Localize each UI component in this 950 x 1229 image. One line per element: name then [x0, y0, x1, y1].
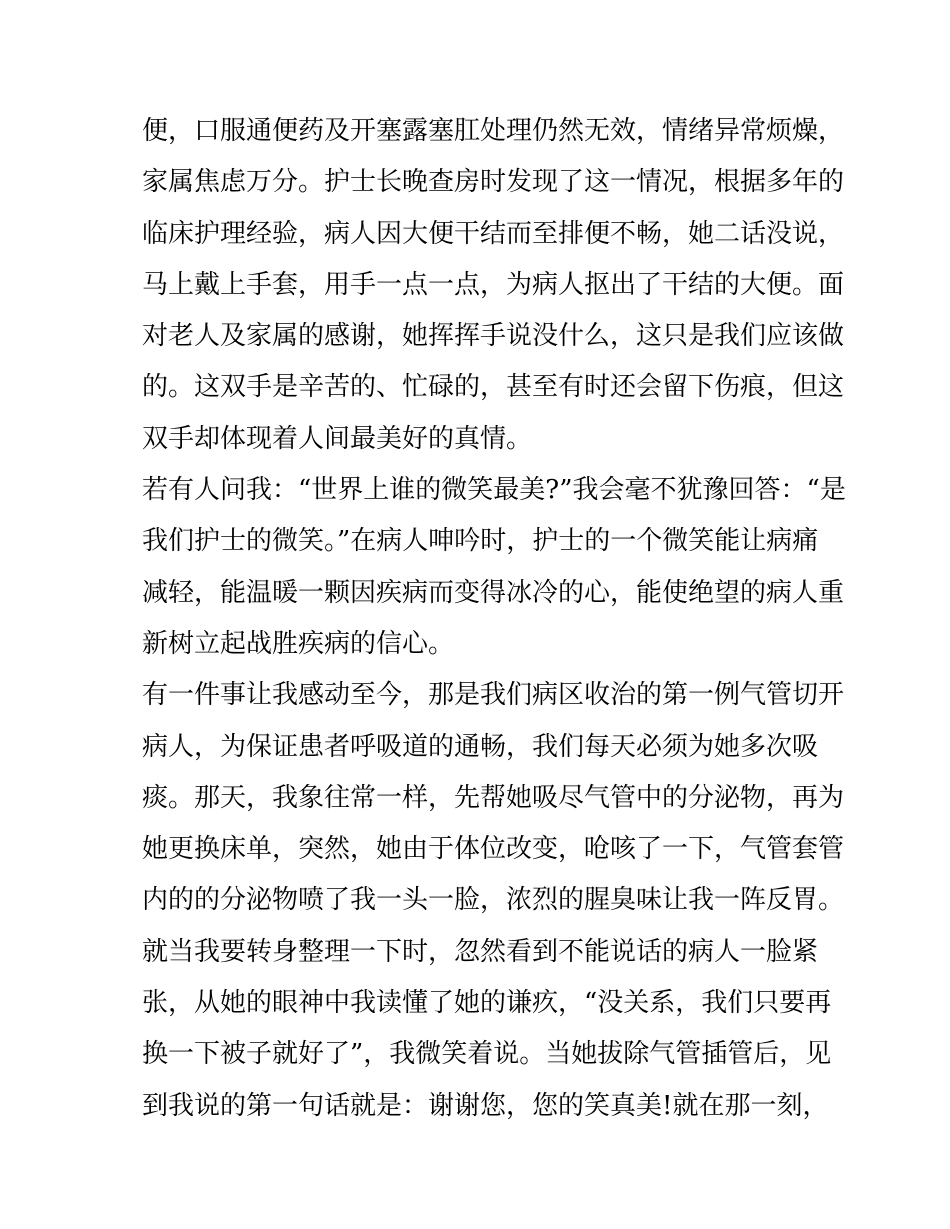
text-line: 便，口服通便药及开塞露塞肛处理仍然无效，情绪异常烦燥， — [142, 116, 845, 146]
text-line: 双手却体现着人间最美好的真情。 — [142, 423, 533, 454]
text-line: 病人，为保证患者呼吸道的通畅，我们每天必须为她多次吸 — [142, 731, 819, 762]
text-line: 有一件事让我感动至今，那是我们病区收治的第一例气管切开 — [142, 680, 845, 711]
text-line: 家属焦虑万分。护士长晚查房时发现了这一情况，根据多年的 — [142, 167, 845, 198]
text-line: 若有人问我：“世界上谁的微笑最美?”我会毫不犹豫回答：“是 — [142, 475, 846, 506]
text-line: 张，从她的眼神中我读懂了她的谦疚，“没关系，我们只要再 — [142, 988, 832, 1019]
text-line: 换一下被子就好了”，我微笑着说。当她拔除气管插管后，见 — [142, 1039, 832, 1070]
text-line: 对老人及家属的感谢，她挥挥手说没什么，这只是我们应该做 — [142, 321, 845, 352]
text-line: 减轻，能温暖一颗因疾病而变得冰冷的心，能使绝望的病人重 — [142, 577, 845, 608]
text-line: 她更换床单，突然，她由于体位改变，呛咳了一下，气管套管 — [142, 834, 845, 865]
text-line: 马上戴上手套，用手一点一点，为病人抠出了干结的大便。面 — [142, 269, 845, 300]
text-line: 到我说的第一句话就是：谢谢您，您的笑真美!就在那一刻， — [142, 1090, 829, 1121]
text-line: 我们护士的微笑。”在病人呻吟时，护士的一个微笑能让病痛 — [142, 526, 819, 557]
text-line: 内的的分泌物喷了我一头一脸，浓烈的腥臭味让我一阵反胃。 — [142, 885, 845, 916]
text-line: 临床护理经验，病人因大便干结而至排便不畅，她二话没说， — [142, 218, 845, 249]
document-body-text — [142, 106, 846, 1132]
text-line: 就当我要转身整理一下时，忽然看到不能说话的病人一脸紧 — [142, 936, 819, 967]
text-line: 痰。那天，我象往常一样，先帮她吸尽气管中的分泌物，再为 — [142, 782, 845, 813]
text-line: 新树立起战胜疾病的信心。 — [142, 628, 455, 659]
text-line: 的。这双手是辛苦的、忙碌的，甚至有时还会留下伤痕，但这 — [142, 372, 845, 403]
